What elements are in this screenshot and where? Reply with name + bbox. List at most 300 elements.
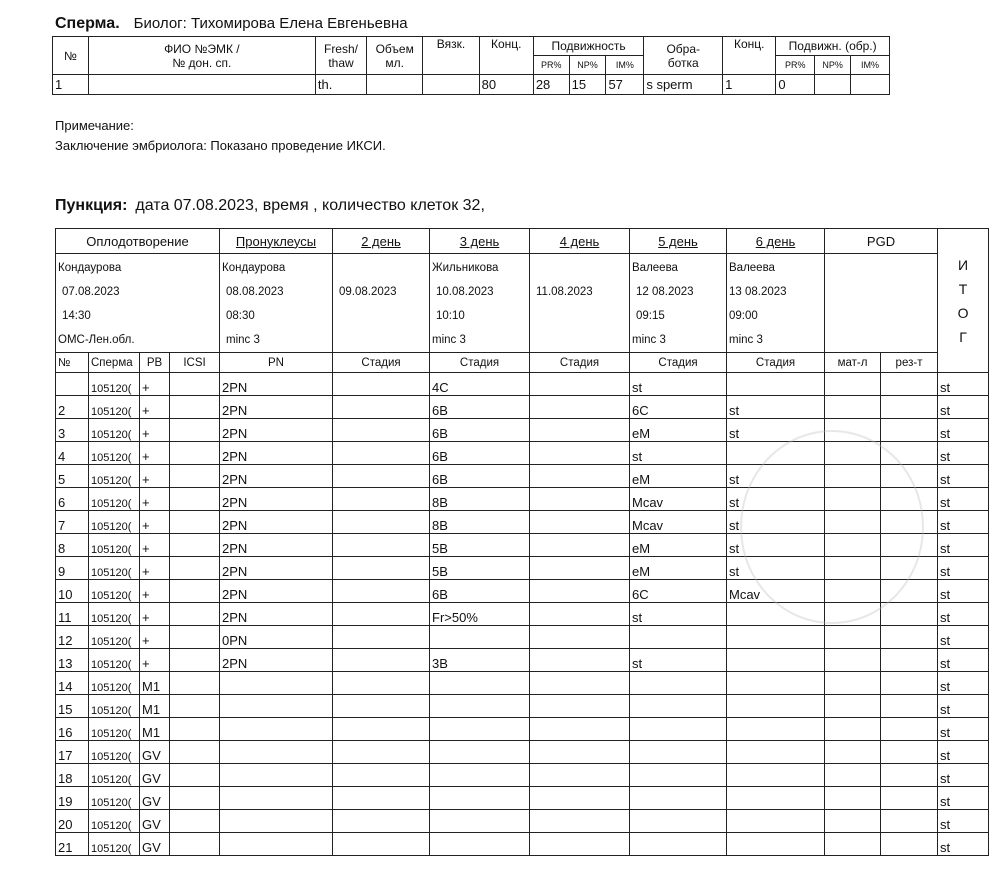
row-itog: st [938,741,989,764]
sperm-col-im: IM% [606,56,644,75]
row-icsi [170,695,220,718]
row-sperm: 105120( [89,373,140,396]
row-pn: 2PN [220,465,333,488]
row-d4 [530,534,630,557]
row-pn [220,672,333,695]
row-pb: M1 [140,695,170,718]
row-pgd-result [881,718,938,741]
row-sperm: 105120( [89,442,140,465]
sperm-col-np2: NP% [815,56,851,75]
row-num: 2 [56,396,89,419]
row-d5 [630,718,727,741]
volume-label-2: мл. [385,55,404,70]
row-d2 [333,741,430,764]
row-d3: 6B [430,396,530,419]
row-d3 [430,718,530,741]
row-num: 16 [56,718,89,741]
row-pb: + [140,557,170,580]
sperm-col-motility2: Подвижн. (обр.) [776,37,890,56]
col-pn: PN [220,353,333,373]
row-d2 [333,488,430,511]
row-d4 [530,833,630,856]
row-d2 [333,764,430,787]
row-d5: 6C [630,580,727,603]
sperm-pr: 28 [533,75,569,95]
sperm-col-pr2: PR% [776,56,815,75]
row-icsi [170,557,220,580]
info-row [56,254,989,353]
day-pgd: PGD [825,229,938,254]
row-itog: st [938,580,989,603]
row-pn: 2PN [220,534,333,557]
itog-header [938,229,989,373]
row-d6 [727,741,825,764]
row-pn: 2PN [220,396,333,419]
col-d4-stage: Стадия [530,353,630,373]
row-num: 11 [56,603,89,626]
sperm-col-fresh [315,37,366,75]
row-pgd-result [881,396,938,419]
row-num: 3 [56,419,89,442]
embryo-row [56,672,989,695]
row-d2 [333,695,430,718]
row-d2 [333,373,430,396]
row-pn [220,810,333,833]
row-d6 [727,787,825,810]
row-pgd-result [881,419,938,442]
row-d5: eM [630,465,727,488]
row-icsi [170,580,220,603]
puncture-text: дата 07.08.2023, время , количество клеток 32, [135,197,485,214]
embryo-row [56,718,989,741]
row-sperm: 105120( [89,833,140,856]
row-sperm: 105120( [89,603,140,626]
row-pn: 2PN [220,419,333,442]
row-sperm: 105120( [89,649,140,672]
row-d6: st [727,534,825,557]
day-6: 6 день [727,229,825,254]
row-sperm: 105120( [89,488,140,511]
row-icsi [170,672,220,695]
itog-letter: Г [959,328,967,345]
row-pgd-material [825,764,881,787]
row-d5 [630,741,727,764]
row-d4 [530,557,630,580]
info-pronuclei [220,254,333,353]
row-d2 [333,672,430,695]
row-d5 [630,833,727,856]
d6-time: 09:00 [729,310,758,322]
day-5: 5 день [630,229,727,254]
row-d6 [727,810,825,833]
col-d2-stage: Стадия [333,353,430,373]
row-pn: 2PN [220,557,333,580]
row-icsi [170,603,220,626]
embryo-row [56,810,989,833]
row-d4 [530,465,630,488]
row-sperm: 105120( [89,396,140,419]
d6-incubator: minc 3 [729,334,763,346]
row-pb: + [140,396,170,419]
row-itog: st [938,511,989,534]
row-d5 [630,672,727,695]
row-d2 [333,534,430,557]
row-sperm: 105120( [89,764,140,787]
embryo-row [56,741,989,764]
row-d4 [530,419,630,442]
row-pb: + [140,580,170,603]
row-d2 [333,511,430,534]
row-pn [220,787,333,810]
sperm-conc2: 1 [723,75,776,95]
row-d4 [530,373,630,396]
embryo-row [56,649,989,672]
row-itog: st [938,603,989,626]
row-sperm: 105120( [89,580,140,603]
biologist-name: Биолог: Тихомирова Елена Евгеньевна [133,15,408,32]
sperm-col-conc2: Конц. [723,37,776,75]
row-pn: 2PN [220,603,333,626]
row-d3 [430,787,530,810]
row-pb: + [140,465,170,488]
row-sperm: 105120( [89,672,140,695]
fert-date: 07.08.2023 [62,286,120,298]
d2-embryologist [335,256,427,280]
row-pgd-result [881,787,938,810]
sperm-np2 [815,75,851,95]
row-pb: M1 [140,672,170,695]
row-itog: st [938,396,989,419]
row-d6 [727,672,825,695]
row-d3: 6B [430,465,530,488]
info-d4 [530,254,630,353]
row-pgd-material [825,626,881,649]
embryo-row [56,764,989,787]
row-d3: 8B [430,511,530,534]
puncture-label: Пункция: [55,197,128,214]
row-sperm: 105120( [89,511,140,534]
row-sperm: 105120( [89,465,140,488]
row-pgd-material [825,695,881,718]
row-d2 [333,626,430,649]
sperm-col-conc: Конц. [479,37,533,75]
sperm-fio [88,75,315,95]
row-d4 [530,764,630,787]
row-d3: 5B [430,557,530,580]
row-pgd-result [881,626,938,649]
col-sperm: Сперма [89,353,140,373]
row-d2 [333,396,430,419]
d5-incubator: minc 3 [632,334,666,346]
embryo-row [56,373,989,396]
row-d3 [430,764,530,787]
row-num: 10 [56,580,89,603]
row-d3: 8B [430,488,530,511]
row-pgd-result [881,695,938,718]
row-d6 [727,764,825,787]
row-d5: Mcav [630,511,727,534]
info-fert [56,254,220,353]
row-d2 [333,557,430,580]
row-itog: st [938,373,989,396]
sperm-conc: 80 [479,75,533,95]
row-d3 [430,741,530,764]
row-d6: st [727,419,825,442]
note-text: Примечание: [55,118,134,133]
row-pb: GV [140,741,170,764]
embryo-row [56,695,989,718]
row-d5 [630,764,727,787]
row-d5: eM [630,534,727,557]
d3-incubator: minc 3 [432,334,466,346]
row-itog: st [938,695,989,718]
col-pgd-result: рез-т [881,353,938,373]
fert-source: ОМС-Лен.обл. [58,334,135,346]
pn-date: 08.08.2023 [226,286,284,298]
row-pb: + [140,419,170,442]
row-pgd-material [825,672,881,695]
row-num: 19 [56,787,89,810]
row-itog: st [938,833,989,856]
sperm-col-fio [88,37,315,75]
sperm-volume [367,75,423,95]
fio-label-2: № дон. сп. [172,55,232,70]
row-d6: st [727,396,825,419]
row-num: 9 [56,557,89,580]
row-pb: + [140,534,170,557]
row-d3: 6B [430,442,530,465]
row-pb: GV [140,833,170,856]
row-d6 [727,626,825,649]
row-icsi [170,465,220,488]
row-num: 6 [56,488,89,511]
row-num: 21 [56,833,89,856]
row-d3: Fr>50% [430,603,530,626]
row-d3 [430,695,530,718]
row-d6: st [727,557,825,580]
row-num: 12 [56,626,89,649]
row-pn: 0PN [220,626,333,649]
row-pgd-result [881,672,938,695]
row-num: 20 [56,810,89,833]
row-d3: 6B [430,419,530,442]
row-d5: eM [630,419,727,442]
row-d2 [333,787,430,810]
day-3: 3 день [430,229,530,254]
row-d2 [333,649,430,672]
row-d6 [727,695,825,718]
row-d5: Mcav [630,488,727,511]
row-icsi [170,787,220,810]
col-icsi: ICSI [170,353,220,373]
row-d4 [530,695,630,718]
row-d2 [333,603,430,626]
row-d5: 6C [630,396,727,419]
row-pn [220,718,333,741]
row-num: 5 [56,465,89,488]
itog-letter: И [957,256,969,273]
row-d3: 4C [430,373,530,396]
row-itog: st [938,718,989,741]
sperm-col-num: № [53,37,89,75]
row-d2 [333,718,430,741]
row-pb: M1 [140,718,170,741]
d3-time: 10:10 [436,310,465,322]
sperm-num: 1 [53,75,89,95]
row-d6 [727,718,825,741]
sperm-col-proc [644,37,723,75]
fresh-label-1: Fresh/ [323,41,358,56]
row-sperm: 105120( [89,419,140,442]
sperm-table [52,36,890,95]
row-d4 [530,787,630,810]
row-num: 14 [56,672,89,695]
faded-stamp [740,430,924,624]
row-d6: st [727,465,825,488]
row-icsi [170,442,220,465]
row-pgd-material [825,718,881,741]
row-d4 [530,649,630,672]
row-pgd-result [881,373,938,396]
row-pgd-material [825,810,881,833]
row-d4 [530,511,630,534]
row-icsi [170,741,220,764]
row-d6: st [727,511,825,534]
row-d2 [333,580,430,603]
row-pb: + [140,649,170,672]
row-pgd-material [825,373,881,396]
row-itog: st [938,810,989,833]
row-pb: GV [140,787,170,810]
row-pgd-result [881,603,938,626]
row-d5 [630,787,727,810]
row-d6: st [727,488,825,511]
row-d5: eM [630,557,727,580]
row-sperm: 105120( [89,810,140,833]
row-itog: st [938,442,989,465]
d3-embryologist: Жильникова [432,262,499,274]
row-d4 [530,580,630,603]
row-itog: st [938,419,989,442]
row-pb: + [140,511,170,534]
d6-embryologist: Валеева [729,262,775,274]
sperm-visc [423,75,479,95]
row-pn: 2PN [220,580,333,603]
row-icsi [170,419,220,442]
row-d5: st [630,442,727,465]
d5-date: 12 08.2023 [636,286,694,298]
row-icsi [170,488,220,511]
fert-embryologist: Кондаурова [58,262,122,274]
sperm-col-np: NP% [569,56,606,75]
row-icsi [170,511,220,534]
fresh-label-2: thaw [328,55,354,70]
sperm-section-title [55,15,408,33]
row-pgd-result [881,741,938,764]
row-pgd-material [825,741,881,764]
sperm-label: Сперма. [55,15,120,32]
row-num: 7 [56,511,89,534]
row-sperm: 105120( [89,718,140,741]
pn-embryologist: Кондаурова [222,262,286,274]
day-pronuclei: Пронуклеусы [220,229,333,254]
row-d5 [630,810,727,833]
day-header-row [56,229,989,254]
col-d6-stage: Стадия [727,353,825,373]
d4-date: 11.08.2023 [536,286,593,298]
col-d3-stage: Стадия [430,353,530,373]
pn-time: 08:30 [226,310,255,322]
row-itog: st [938,764,989,787]
column-header-row [56,353,989,373]
row-icsi [170,396,220,419]
row-icsi [170,373,220,396]
row-d3 [430,810,530,833]
row-d3 [430,672,530,695]
info-pgd [825,254,938,353]
row-pb: GV [140,810,170,833]
day-fert: Оплодотворение [56,229,220,254]
sperm-fresh: th. [315,75,366,95]
row-d4 [530,810,630,833]
row-itog: st [938,488,989,511]
row-pb: + [140,488,170,511]
row-d6 [727,833,825,856]
fio-label-1: ФИО №ЭМК / [164,41,240,56]
day-4: 4 день [530,229,630,254]
row-d5: st [630,603,727,626]
row-icsi [170,833,220,856]
info-d6 [727,254,825,353]
row-d4 [530,672,630,695]
row-num: 17 [56,741,89,764]
row-num: 13 [56,649,89,672]
row-pgd-result [881,649,938,672]
row-icsi [170,626,220,649]
d6-date: 13 08.2023 [729,286,787,298]
row-pb: GV [140,764,170,787]
row-pb: + [140,626,170,649]
row-d6 [727,373,825,396]
row-pn: 2PN [220,373,333,396]
col-d5-stage: Стадия [630,353,727,373]
row-sperm: 105120( [89,787,140,810]
embryo-row [56,626,989,649]
itog-letter: О [957,304,969,321]
sperm-col-visc: Вязк. [423,37,479,75]
row-pb: + [140,373,170,396]
row-d4 [530,488,630,511]
row-pn [220,741,333,764]
d5-embryologist: Валеева [632,262,678,274]
sperm-data-row [53,75,890,95]
row-pgd-result [881,810,938,833]
row-itog: st [938,534,989,557]
row-pb: + [140,603,170,626]
row-d4 [530,626,630,649]
sperm-col-im2: IM% [850,56,889,75]
row-d3: 5B [430,534,530,557]
row-sperm: 105120( [89,741,140,764]
row-d2 [333,833,430,856]
col-pgd-material: мат-л [825,353,881,373]
info-d2 [333,254,430,353]
sperm-im2 [850,75,889,95]
row-itog: st [938,672,989,695]
row-icsi [170,764,220,787]
row-d4 [530,741,630,764]
row-num: 15 [56,695,89,718]
